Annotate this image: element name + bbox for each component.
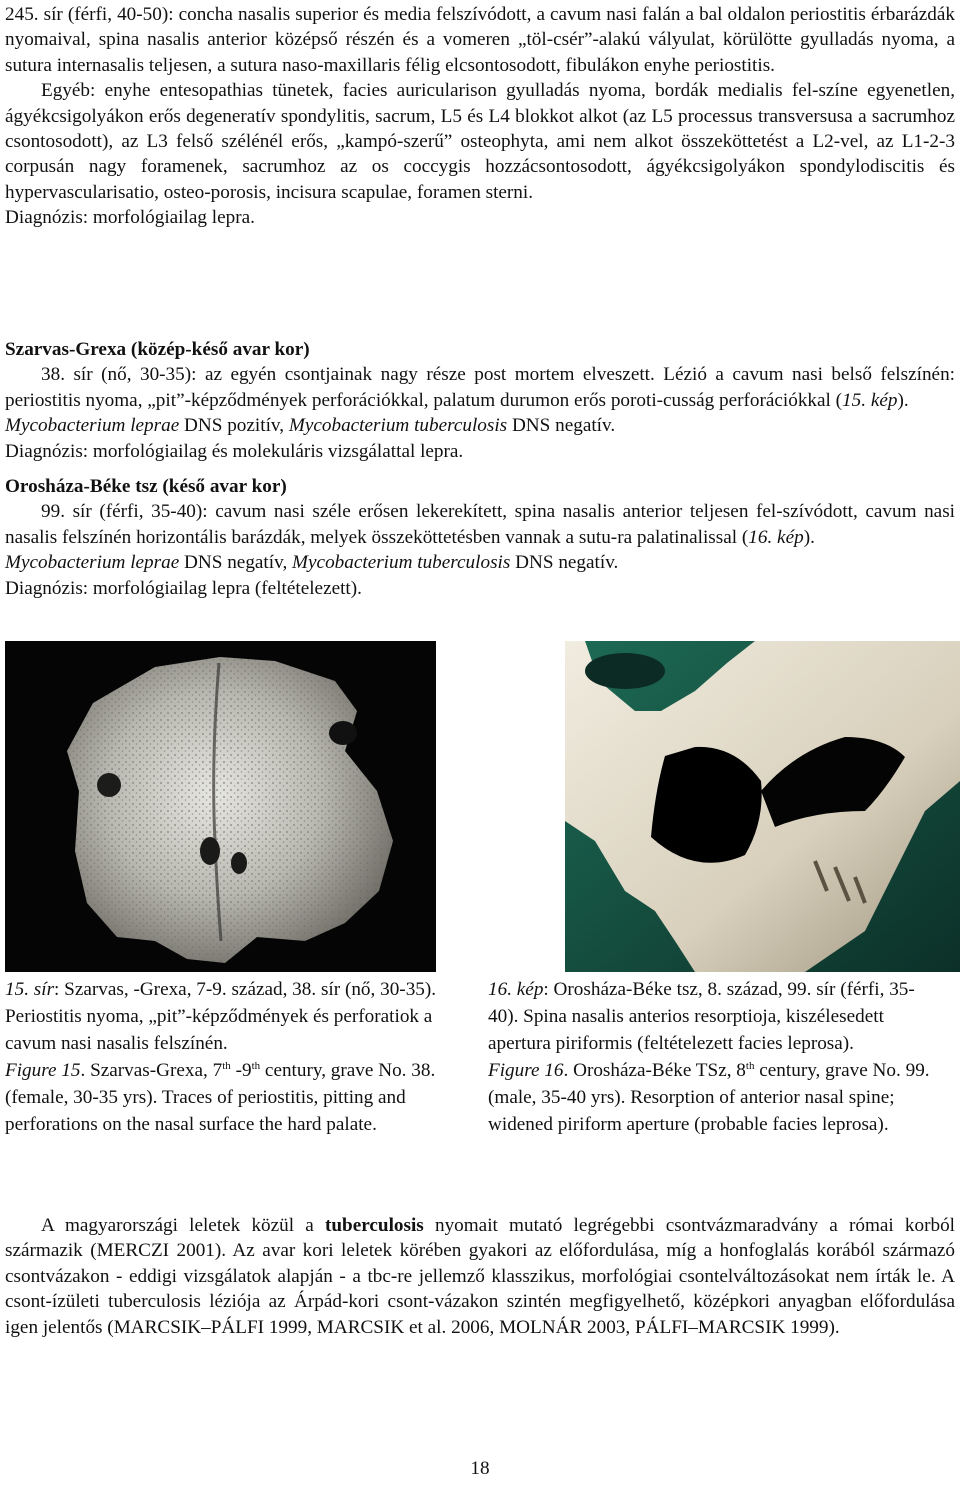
caption-hu: 15. sír: Szarvas, -Grexa, 7-9. század, 38. sír (nő, 30-35). Periostitis nyoma, „pit”-képződmények és perforatiok a cavum nasi nasalis felszínén. xyxy=(5,979,437,1054)
entry-245-diagnosis: Diagnózis: morfológiailag lepra. xyxy=(5,207,255,229)
grave-38-dna: Mycobacterium leprae DNS pozitív, Mycobacterium tuberculosis DNS negatív. xyxy=(5,415,616,437)
grave-99-diagnosis: Diagnózis: morfológiailag lepra (feltételezett). xyxy=(5,577,362,599)
grave-38-diagnosis: Diagnózis: morfológiailag és molekuláris vizsgálattal lepra. xyxy=(5,440,464,462)
figure-16-photo xyxy=(565,641,960,972)
section-heading: Orosháza-Béke tsz (késő avar kor) xyxy=(5,476,287,497)
section-oroshaza xyxy=(5,474,955,601)
skull-fragment-image xyxy=(5,641,436,972)
entry-245-description: 245. sír (férfi, 40-50): concha nasalis superior és media felszívódott, a cavum nasi falán a bal oldalon periostitis érbarázdák nyomaival, spina nasalis anterior középső részén és a vomeren „töl-csér”-alakú vályulat, körülötte gyulladás nyoma, a sutura internasalis teljesen, a sutura naso-maxillaris félig elcsontosodott, fibulákon enyhe periostitis. xyxy=(5,4,955,76)
entry-245-other: Egyéb: enyhe entesopathias tünetek, facies auricularison gyulladás nyoma, bordák medialis fel-színe egyenetlen, ágyékcsigolyákon erős degeneratív spondylitis, sacrum, L5 és L4 blokkot alkot (az L5 processus transversusa a sacrumhoz csontosodott), az L3 felső szélénél erős, „kampó-szerű” osteophyta, ami nem alkot összeköttetést a L2-vel, az L1-2-3 corpusán nagy foramenek, sacrumhoz az os coccygis hozzácsontosodott, ágyékcsigolyákon spondylodiscitis és hypervascularisatio, osteo-porosis, incisura scapulae, foramen sterni. xyxy=(5,80,955,203)
grave-99-description: 99. sír (férfi, 35-40): cavum nasi széle erősen lekerekített, spina nasalis anterior teljesen fel-szívódott, cavum nasi nasalis felszínén horizontális barázdák, melyek összeköttetésben vannak a sutu-ra palatinalissal (16. kép). xyxy=(5,501,955,548)
caption-en: Figure 15. Szarvas-Grexa, 7th -9th century, grave No. 38. (female, 30-35 yrs). Traces of periostitis, pitting and perforations on the nasal surface the hard palate. xyxy=(5,1060,436,1135)
figure-16-caption xyxy=(488,976,943,1138)
grave-99-dna: Mycobacterium leprae DNS negatív, Mycobacterium tuberculosis DNS negatív. xyxy=(5,552,619,574)
figure-15-photo xyxy=(5,641,436,972)
tuberculosis-paragraph: A magyarországi leletek közül a tuberculosis nyomait mutató legrégebbi csontvázmaradvány a római korból származik (MERCZI 2001). Az avar kori leletek körében gyakori az előfordulása, míg a honfoglalás korából származó csontvázakon - eddigi vizsgálatok alapján - a tbc-re jellemző klasszikus, morfológiai csontelváltozásokat nem írták le. A csont-ízületi tuberculosis léziója az Árpád-kori csont-vázakon szintén megfigyelhető, középkori anyagban előfordulása igen jelentős (MARCSIK–PÁLFI 1999, MARCSIK et al. 2006, MOLNÁR 2003, PÁLFI–MARCSIK 1999). xyxy=(5,1215,955,1338)
page-number: 18 xyxy=(470,1458,490,1479)
caption-hu: 16. kép: Orosháza-Béke tsz, 8. század, 99. sír (férfi, 35-40). Spina nasalis anterios resorptioja, kiszélesedett apertura piriformis (feltételezett facies leprosa). xyxy=(488,979,915,1054)
figure-15-caption xyxy=(5,976,450,1138)
section-heading: Szarvas-Grexa (közép-késő avar kor) xyxy=(5,339,310,360)
caption-en: Figure 16. Orosháza-Béke TSz, 8th century, grave No. 99. (male, 35-40 yrs). Resorption of anterior nasal spine; widened piriform aperture (probable facies leprosa). xyxy=(488,1060,930,1135)
grave-38-description: 38. sír (nő, 30-35): az egyén csontjainak nagy része post mortem elveszett. Lézió a cavum nasi belső felszínén: periostitis nyoma, „pit”-képződmények perforációkkal, palatum durumon erős poroti-cusság perforációkkal (15. kép). xyxy=(5,364,955,411)
section-szarvas-grexa xyxy=(5,337,955,464)
entry-245 xyxy=(5,2,955,231)
skull-face-image xyxy=(565,641,960,972)
